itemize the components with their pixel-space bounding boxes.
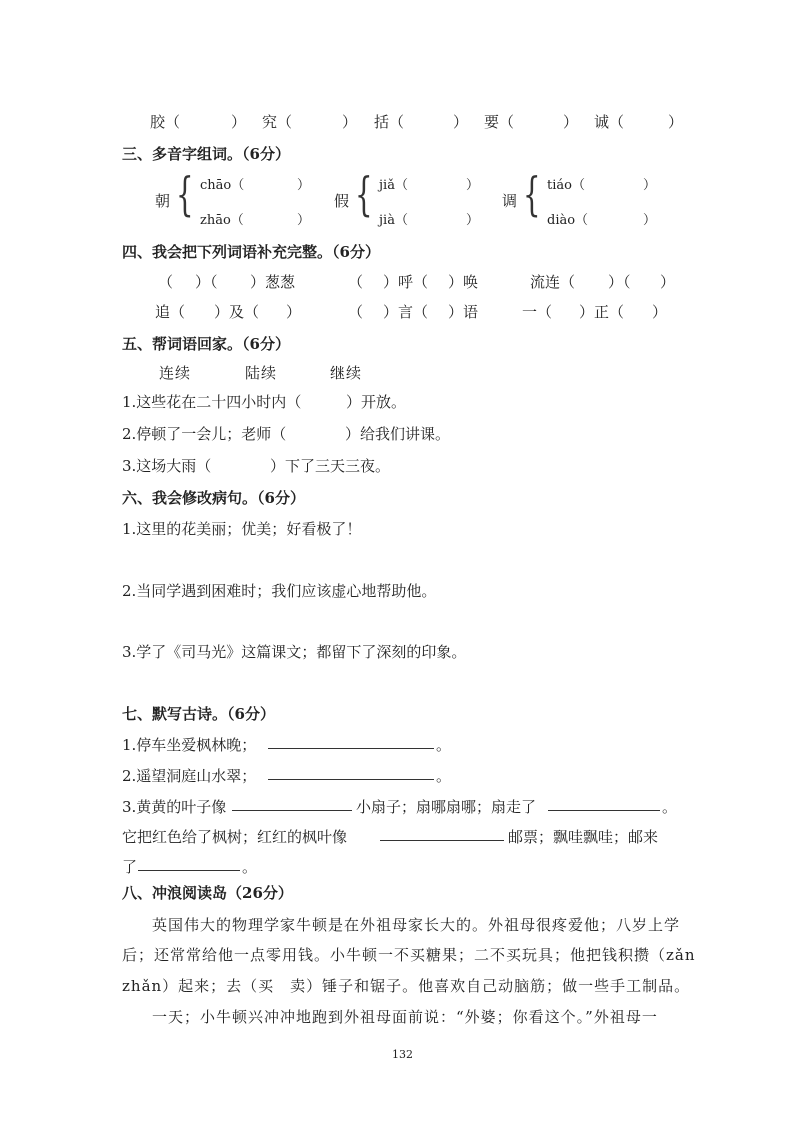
polyphone-char: 调: [502, 192, 518, 210]
reading-line: zhǎn）起来；去（买 卖）锤子和锯子。他喜欢自己动脑筋；做一些手工制品。: [122, 977, 691, 995]
faulty-sentence: 2.当同学遇到困难时；我们应该虚心地帮助他。: [122, 582, 437, 600]
fill-word-part: ）正（: [579, 303, 625, 321]
faulty-sentence: 3.学了《司马光》这篇课文；都留下了深刻的印象。: [122, 643, 467, 661]
line0-item: 究（: [262, 113, 293, 131]
poem-text: 它把红色给了枫树；红红的枫叶像: [122, 828, 348, 846]
line0-item: 胶（: [150, 113, 181, 131]
fill-word-part: ）: [286, 303, 302, 321]
answer-blank[interactable]: [548, 796, 660, 811]
fill-word-part: （: [348, 273, 364, 291]
sentence-part: ）给我们讲课。: [345, 425, 451, 443]
pinyin-top: chāo（: [200, 178, 245, 193]
pinyin-bottom-close: ）: [643, 213, 657, 228]
sentence-part: 2.停顿了一会儿；老师（: [122, 425, 287, 443]
brace-icon: {: [523, 167, 541, 221]
fill-word-part: ）言（: [383, 303, 429, 321]
page-number: 132: [392, 1048, 413, 1061]
word-bank-item: 连续: [159, 364, 192, 382]
poem-period: 。: [662, 798, 678, 816]
answer-blank[interactable]: [380, 826, 504, 841]
pinyin-top-close: ）: [643, 178, 657, 193]
fill-word-part: ）（: [195, 273, 218, 291]
fill-word-part: （: [158, 273, 174, 291]
fill-word-part: ）（: [608, 273, 631, 291]
poem-period: 。: [436, 767, 452, 785]
pinyin-top-close: ）: [297, 178, 311, 193]
fill-word-part: ）: [652, 303, 668, 321]
pinyin-top-close: ）: [466, 178, 480, 193]
brace-icon: {: [355, 167, 373, 221]
fill-word-part: ）呼（: [383, 273, 429, 291]
sentence-part: ）开放。: [346, 393, 407, 411]
sentence-part: ）下了三天三夜。: [270, 457, 391, 475]
poem-text: 了: [122, 858, 138, 876]
poem-text: 小扇子；扇哪扇哪；扇走了: [356, 798, 537, 816]
fill-word-part: ）葱葱: [250, 273, 296, 291]
polyphone-char: 假: [334, 192, 350, 210]
line0-item: 要（: [484, 113, 515, 131]
answer-blank[interactable]: [268, 765, 434, 780]
poem-period: 。: [436, 736, 452, 754]
fill-word-part: ）唤: [448, 273, 479, 291]
faulty-sentence: 1.这里的花美丽；优美；好看极了！: [122, 520, 362, 538]
pinyin-bottom: zhāo（: [200, 213, 244, 228]
sentence-part: 1.这些花在二十四小时内（: [122, 393, 302, 411]
answer-blank[interactable]: [138, 856, 240, 871]
line0-item: ）: [453, 113, 469, 131]
pinyin-bottom: jià（: [379, 213, 408, 228]
section7-title: 七、默写古诗。（6分）: [122, 705, 275, 723]
pinyin-top: tiáo（: [547, 178, 585, 193]
reading-line: 后；还常常给他一点零用钱。小牛顿一不买糖果；二不买玩具；他把钱积攒（zǎn: [122, 946, 696, 964]
sentence-part: 3.这场大雨（: [122, 457, 212, 475]
poem-line: 2.遥望洞庭山水翠；: [122, 767, 257, 785]
pinyin-bottom-close: ）: [297, 213, 311, 228]
section5-title: 五、帮词语回家。（6分）: [122, 335, 290, 353]
section4-title: 四、我会把下列词语补充完整。（6分）: [122, 243, 380, 261]
reading-line: 一天；小牛顿兴冲冲地跑到外祖母面前说：“外婆；你看这个。”外祖母一: [152, 1008, 658, 1026]
fill-word-part: 追（: [155, 303, 186, 321]
poem-text: 3.黄黄的叶子像: [122, 798, 227, 816]
fill-word-part: 流连（: [530, 273, 576, 291]
line0-item: ）: [563, 113, 579, 131]
pinyin-bottom-close: ）: [466, 213, 480, 228]
fill-word-part: ）及（: [214, 303, 260, 321]
line0-item: ）: [231, 113, 247, 131]
fill-word-part: ）语: [448, 303, 479, 321]
word-bank-item: 陆续: [245, 364, 278, 382]
section3-title: 三、多音字组词。（6分）: [122, 145, 290, 163]
fill-word-part: （: [348, 303, 364, 321]
reading-line: 英国伟大的物理学家牛顿是在外祖母家长大的。外祖母很疼爱他；八岁上学: [152, 916, 681, 934]
polyphone-char: 朝: [155, 192, 171, 210]
line0-item: 诚（: [594, 113, 625, 131]
word-bank-item: 继续: [330, 364, 363, 382]
fill-word-part: ）: [660, 273, 676, 291]
poem-line: 1.停车坐爱枫林晚；: [122, 736, 257, 754]
poem-text: 邮票；飘哇飘哇；邮来: [508, 828, 659, 846]
line0-item: ）: [342, 113, 358, 131]
line0-item: ）: [668, 113, 684, 131]
line0-item: 括（: [374, 113, 405, 131]
poem-period: 。: [242, 858, 258, 876]
brace-icon: {: [176, 167, 194, 221]
pinyin-top: jiǎ（: [379, 178, 408, 193]
section6-title: 六、我会修改病句。（6分）: [122, 489, 305, 507]
section8-title: 八、冲浪阅读岛（26分）: [122, 884, 293, 902]
fill-word-part: 一（: [522, 303, 553, 321]
answer-blank[interactable]: [232, 796, 352, 811]
pinyin-bottom: diào（: [547, 213, 589, 228]
answer-blank[interactable]: [268, 734, 434, 749]
